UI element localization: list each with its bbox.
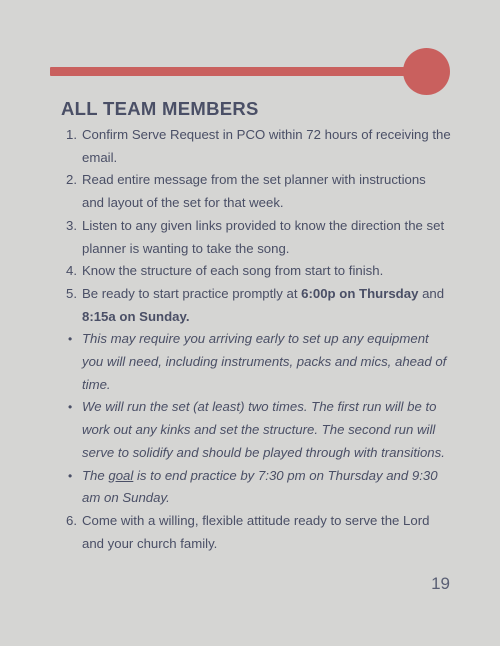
accent-line (50, 67, 420, 76)
list-number: 1. (66, 127, 77, 142)
list-number: 6. (66, 512, 77, 528)
list-number: 3. (66, 217, 77, 233)
list-item-text: Confirm Serve Request in PCO within 72 hours of receiving the email. (82, 127, 451, 165)
list-item (66, 283, 451, 328)
list-item (66, 215, 451, 260)
bullet-icon: • (68, 332, 73, 347)
instructions-list (66, 124, 451, 555)
list-item (66, 169, 451, 214)
list-number: 5. (66, 285, 77, 301)
list-item (66, 396, 451, 464)
list-number: 2. (66, 172, 77, 188)
list-item-text: Know the structure of each song from start to finish. (82, 263, 384, 279)
bullet-icon: • (68, 468, 73, 483)
list-item-text: We will run the set (at least) two times. The first run will be to work out any kinks and set the structure. The second run will serve to solidify and should be played through with transitions. (82, 399, 445, 460)
list-item-text (82, 286, 444, 324)
practice-time-thursday: 6:00p on Thursday (301, 285, 419, 301)
list-item-text-part: and (418, 285, 445, 301)
list-number: 4. (66, 263, 77, 279)
list-item-text: Come with a willing, flexible attitude ready to serve the Lord and your church family. (82, 512, 430, 551)
underlined-word: goal (108, 467, 134, 483)
list-item (66, 328, 451, 396)
list-item-text-part: The (82, 467, 109, 483)
list-item (66, 510, 451, 555)
list-item (66, 465, 451, 510)
practice-time-sunday: 8:15a on Sunday. (82, 308, 190, 324)
bullet-icon: • (68, 400, 73, 415)
page-number: 19 (431, 574, 450, 593)
list-item-text: Listen to any given links provided to know the direction the set planner is wanting to take the song. (82, 217, 445, 256)
list-item (66, 260, 451, 283)
list-item-text-part: Be ready to start practice promptly at (82, 285, 302, 301)
list-item-text (82, 468, 438, 506)
list-item-text: Read entire message from the set planner with instructions and layout of the set for that week. (82, 172, 426, 211)
section-heading: ALL TEAM MEMBERS (61, 98, 259, 119)
list-item-text-part: is to end practice by 7:30 pm on Thursday and 9:30 am on Sunday. (82, 467, 438, 506)
list-item-text: This may require you arriving early to set up any equipment you will need, including instruments, packs and mics, ahead of time. (82, 331, 447, 392)
accent-circle (403, 48, 450, 95)
list-item (66, 124, 451, 169)
